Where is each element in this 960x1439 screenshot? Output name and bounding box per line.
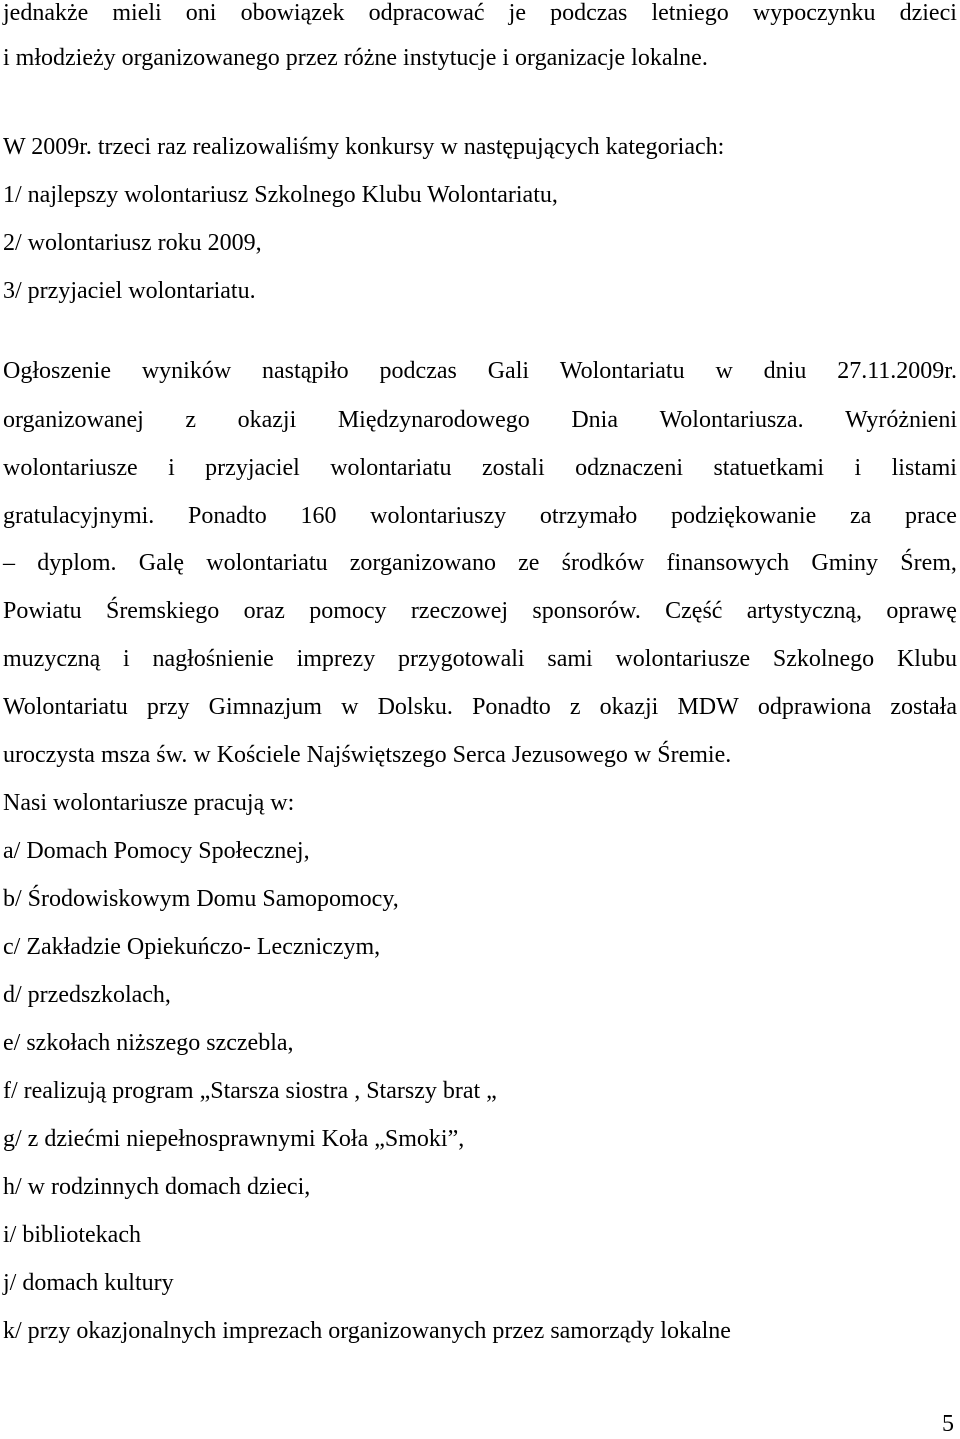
word: wolontariusze bbox=[615, 646, 751, 672]
word: Wolontariatu bbox=[559, 358, 685, 384]
word: 160 bbox=[300, 503, 337, 529]
word: Dolsku. bbox=[377, 694, 453, 720]
word: Gminy bbox=[811, 550, 879, 576]
word: oprawę bbox=[886, 598, 957, 624]
word: finansowych bbox=[666, 550, 790, 576]
word: podczas bbox=[550, 0, 628, 26]
word: gratulacyjnymi. bbox=[3, 503, 155, 529]
word: oni bbox=[185, 0, 217, 26]
word: Galę bbox=[138, 550, 185, 576]
word: odznaczeni bbox=[575, 455, 683, 481]
gala-line-6 bbox=[3, 596, 957, 626]
word: Wolontariusza. bbox=[659, 407, 804, 433]
contests-heading: W 2009r. trzeci raz realizowaliśmy konkursy w następujących kategoriach: bbox=[3, 134, 725, 160]
word: organizowanej bbox=[3, 407, 144, 433]
workplace-item-e: e/ szkołach niższego szczebla, bbox=[3, 1030, 294, 1056]
word: muzyczną bbox=[3, 646, 101, 672]
word: artystyczną, bbox=[746, 598, 863, 624]
word: Część bbox=[665, 598, 723, 624]
workplaces-heading: Nasi wolontariusze pracują w: bbox=[3, 790, 295, 816]
word: sami bbox=[547, 646, 593, 672]
workplace-item-b: b/ Środowiskowym Domu Samopomocy, bbox=[3, 886, 399, 912]
word: została bbox=[890, 694, 957, 720]
word: i bbox=[123, 646, 130, 672]
word: Dnia bbox=[571, 407, 618, 433]
word: Ogłoszenie bbox=[3, 358, 111, 384]
word: zostali bbox=[481, 455, 545, 481]
word: sponsorów. bbox=[532, 598, 641, 624]
word: okazji bbox=[599, 694, 659, 720]
word: w bbox=[341, 694, 359, 720]
word: okazji bbox=[237, 407, 297, 433]
gala-line-4 bbox=[3, 501, 957, 531]
workplace-item-d: d/ przedszkolach, bbox=[3, 982, 171, 1008]
word: wypoczynku bbox=[752, 0, 876, 26]
workplace-item-h: h/ w rodzinnych domach dzieci, bbox=[3, 1174, 311, 1200]
word: mieli bbox=[112, 0, 162, 26]
word: listami bbox=[891, 455, 957, 481]
contest-item-1: 1/ najlepszy wolontariusz Szkolnego Klubu Wolontariatu, bbox=[3, 182, 558, 208]
word: z bbox=[185, 407, 197, 433]
word: i bbox=[854, 455, 862, 481]
workplace-item-f: f/ realizują program „Starsza siostra , Starszy brat „ bbox=[3, 1078, 497, 1104]
word: wolontariatu bbox=[330, 455, 452, 481]
gala-line-9: uroczysta msza św. w Kościele Najświętszego Serca Jezusowego w Śremie. bbox=[3, 742, 732, 768]
word: imprezy bbox=[296, 646, 376, 672]
word: Gimnazjum bbox=[208, 694, 322, 720]
workplace-item-c: c/ Zakładzie Opiekuńczo- Leczniczym, bbox=[3, 934, 381, 960]
gala-line-3 bbox=[3, 453, 957, 483]
word: Wolontariatu bbox=[3, 694, 128, 720]
word: i bbox=[168, 455, 175, 481]
word: Wyróżnieni bbox=[845, 407, 957, 433]
word: odprawiona bbox=[757, 694, 872, 720]
word: Ponadto bbox=[188, 503, 267, 529]
word: wyników bbox=[141, 358, 232, 384]
word: ze bbox=[518, 550, 540, 576]
gala-line-1 bbox=[3, 356, 957, 386]
word: wolontariusze bbox=[3, 455, 138, 481]
word: Klubu bbox=[896, 646, 957, 672]
word: środków bbox=[561, 550, 645, 576]
word: statuetkami bbox=[713, 455, 825, 481]
gala-line-7 bbox=[3, 644, 957, 674]
word: letniego bbox=[651, 0, 729, 26]
workplace-item-i: i/ bibliotekach bbox=[3, 1222, 141, 1248]
page-number: 5 bbox=[942, 1411, 954, 1437]
word: Śremskiego bbox=[105, 598, 220, 624]
workplace-item-g: g/ z dziećmi niepełnosprawnymi Koła „Smoki”, bbox=[3, 1126, 465, 1152]
word: wolontariatu bbox=[206, 550, 328, 576]
word: zorganizowano bbox=[349, 550, 496, 576]
word: przy bbox=[146, 694, 190, 720]
word: – bbox=[3, 550, 15, 576]
word: podziękowanie bbox=[670, 503, 817, 529]
word: nastąpiło bbox=[262, 358, 349, 384]
word: Gali bbox=[487, 358, 530, 384]
contest-item-3: 3/ przyjaciel wolontariatu. bbox=[3, 278, 256, 304]
word: Międzynarodowego bbox=[337, 407, 530, 433]
workplace-item-k: k/ przy okazjonalnych imprezach organizowanych przez samorządy lokalne bbox=[3, 1318, 731, 1344]
workplace-item-j: j/ domach kultury bbox=[3, 1270, 174, 1296]
gala-line-8 bbox=[3, 692, 957, 722]
word: z bbox=[569, 694, 581, 720]
word: Śrem, bbox=[900, 550, 957, 576]
word: obowiązek bbox=[240, 0, 345, 26]
word: prace bbox=[905, 503, 957, 529]
intro-line-2: i młodzieży organizowanego przez różne instytucje i organizacje lokalne. bbox=[3, 45, 708, 71]
word: otrzymało bbox=[539, 503, 638, 529]
word: pomocy bbox=[309, 598, 387, 624]
word: dniu bbox=[763, 358, 807, 384]
word: przyjaciel bbox=[205, 455, 300, 481]
word: jednakże bbox=[3, 0, 89, 26]
word: je bbox=[508, 0, 526, 26]
word: nagłośnienie bbox=[152, 646, 274, 672]
word: odpracować bbox=[368, 0, 485, 26]
word: dyplom. bbox=[37, 550, 117, 576]
word: przygotowali bbox=[397, 646, 525, 672]
workplace-item-a: a/ Domach Pomocy Społecznej, bbox=[3, 838, 310, 864]
gala-line-2 bbox=[3, 405, 957, 435]
word: MDW bbox=[677, 694, 739, 720]
word: podczas bbox=[379, 358, 457, 384]
word: za bbox=[849, 503, 872, 529]
word: Szkolnego bbox=[772, 646, 875, 672]
word: Ponadto bbox=[472, 694, 551, 720]
word: dzieci bbox=[899, 0, 957, 26]
word: rzeczowej bbox=[410, 598, 509, 624]
word: wolontariuszy bbox=[370, 503, 507, 529]
contest-item-2: 2/ wolontariusz roku 2009, bbox=[3, 230, 262, 256]
intro-line-1 bbox=[3, 0, 957, 28]
gala-line-5 bbox=[3, 548, 957, 578]
word: oraz bbox=[243, 598, 285, 624]
word: Powiatu bbox=[3, 598, 82, 624]
word: w bbox=[715, 358, 733, 384]
word: 27.11.2009r. bbox=[837, 358, 957, 384]
